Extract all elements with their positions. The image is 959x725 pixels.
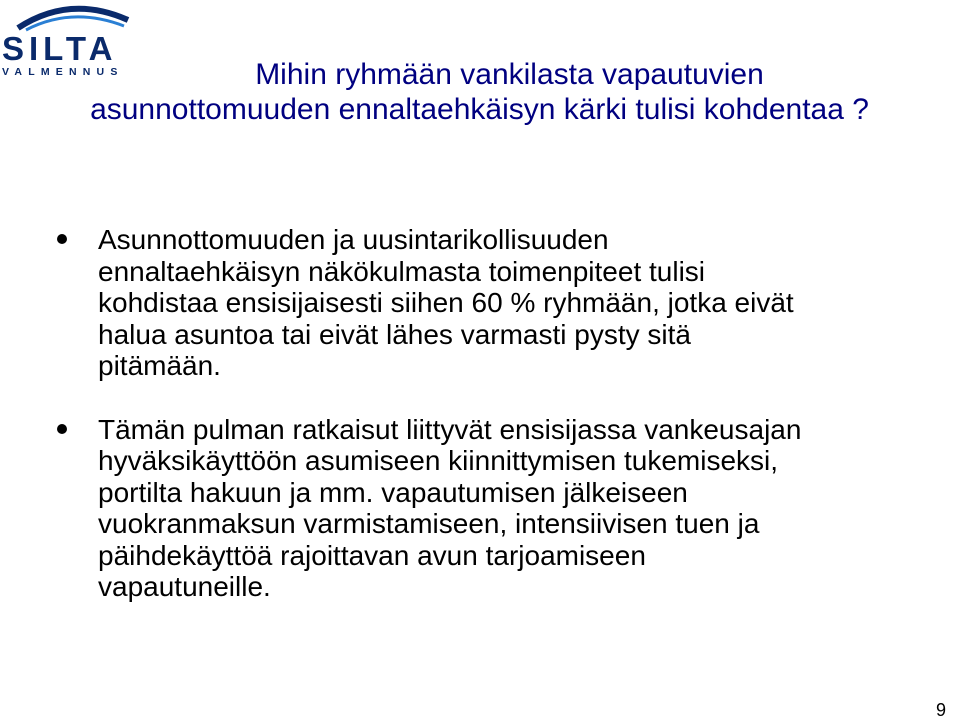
logo-wordmark: SILTA bbox=[2, 30, 118, 67]
bullet-line: päihdekäyttöä rajoittavan avun tarjoamiseen bbox=[98, 539, 646, 571]
bullet-line: Tämän pulman ratkaisut liittyvät ensisijassa vankeusajan bbox=[98, 413, 802, 445]
logo-subtitle: VALMENNUS bbox=[2, 66, 124, 78]
bullet-line: halua asuntoa tai eivät lähes varmasti pysty sitä bbox=[98, 318, 691, 350]
bullet-line: Asunnottomuuden ja uusintarikollisuuden bbox=[98, 224, 609, 255]
bullet-line: hyväksikäyttöön asumiseen kiinnittymisen tukemiseksi, bbox=[98, 445, 779, 476]
bullet-text bbox=[98, 224, 955, 382]
bullet-line: vapautuneille. bbox=[98, 571, 271, 602]
bullet-dot-icon bbox=[57, 424, 67, 434]
slide-title bbox=[0, 57, 959, 127]
bullet-text bbox=[98, 414, 955, 603]
bullet-list bbox=[55, 224, 955, 635]
slide-title-line-1: Mihin ryhmään vankilasta vapautuvien bbox=[255, 58, 764, 91]
bullet-line: vuokranmaksun varmistamiseen, intensiivisen tuen ja bbox=[98, 508, 760, 539]
bullet-line: pitämään. bbox=[98, 350, 221, 381]
page-number: 9 bbox=[935, 700, 946, 720]
slide-title-line-2: asunnottomuuden ennaltaehkäisyn kärki tulisi kohdentaa ? bbox=[90, 93, 869, 126]
bullet-item bbox=[55, 224, 955, 382]
bullet-line: ennaltaehkäisyn näkökulmasta toimenpiteet tulisi bbox=[98, 255, 706, 287]
bullet-line: kohdistaa ensisijaisesti siihen 60 % ryhmään, jotka eivät bbox=[98, 287, 794, 318]
bullet-line: portilta hakuun ja mm. vapautumisen jälkeiseen bbox=[98, 476, 688, 508]
bullet-dot-icon bbox=[57, 234, 67, 244]
bullet-item bbox=[55, 414, 955, 603]
